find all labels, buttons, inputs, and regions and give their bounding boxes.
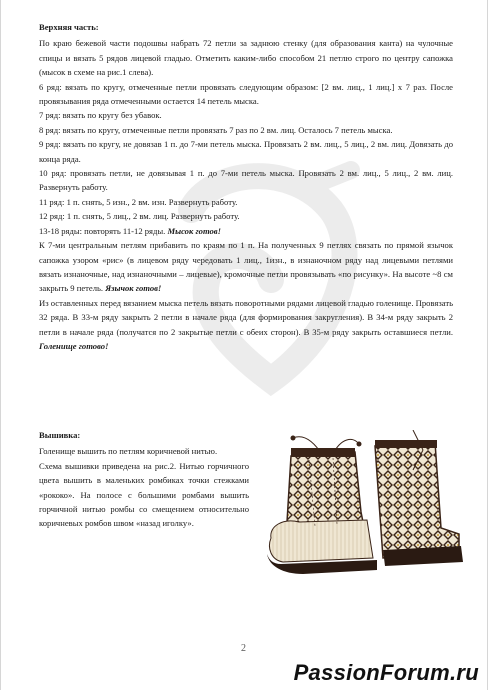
paragraph-row-8: 8 ряд: вязать по кругу, отмеченные петли провязать 7 раз по 2 вм. лиц. Осталось 7 петель мыска. [39, 124, 393, 135]
tongue-text: К 7-ми центральным петлям прибавить по краям по 1 п. На полученных 9 петлях связать по прямой язычок сапожка узором «рис» (в лицевом ряду чередовать 1 лиц., 1изн., в изнаночном ряду над лицевыми петлями вязать изнаночные, над изнаночными – лицевые), кромочные петли провязывать «по рисунку». На высоте ~8 см закрыть 9 петель. [39, 240, 453, 294]
back-boot [375, 430, 463, 566]
paragraph-row-12: 12 ряд: 1 п. снять, 5 лиц., 2 вм. лиц. Развернуть работу. [39, 211, 240, 222]
paragraph-row-6: 6 ряд: вязать по кругу, отмеченные петли провязать следующим образом: [2 вм. лиц., 1 лиц.] х 7 раз. После провязывания ряда отмеченными остается 14 петель мыска. [39, 81, 453, 107]
embroidery-line-1: Голенище вышить по петлям коричневой нитью. [39, 446, 218, 457]
paragraph-row-9: 9 ряд: вязать по кругу, не довязав 1 п. до 7-ми петель мыска. Провязать 2 вм. лиц., 5 лиц., 2 вм. лиц. Довязать до конца ряда. [39, 139, 453, 164]
embroidery-section [39, 428, 249, 531]
front-boot [267, 436, 377, 575]
leg-text: Из оставленных перед вязанием мыска петель вязать поворотными рядами лицевой гладью голенище. Провязать 32 ряда. В 33-м ряду закрыть 2 петли в начале ряда (для формирования закругления). В 34-м ряду закрыть 2 петли в начале ряда (получатся по 2 закрытые петли с обеих сторон). В 35-м ряду закрыть оставшиеся петли. [39, 297, 453, 337]
paragraph-row-11: 11 ряд: 1 п. снять, 5 изн., 2 вм. изн. Развернуть работу. [39, 196, 238, 207]
upper-part-heading: Верхняя часть: [39, 22, 99, 32]
tongue-done-label: Язычок готов! [105, 283, 162, 294]
paragraph-tongue [39, 238, 453, 296]
embroidery-heading: Вышивка: [39, 430, 81, 440]
toe-done-label: Мысок готов! [167, 225, 221, 236]
rows-13-18-text: 13-18 ряды: повторять 11-12 ряды. [39, 225, 166, 236]
footer-watermark-logo: PassionForum.ru [293, 660, 479, 685]
knitted-boots-photo [263, 430, 469, 590]
paragraph-row-7: 7 ряд: вязать по кругу без убавок. [39, 110, 162, 121]
paragraph-row-10: 10 ряд: провязать петли, не довязывая 1 п. до 7-ми петель мыска. Провязать 2 вм. лиц., 5 лиц., 2 вм. лиц. Развернуть работу. [39, 168, 453, 193]
upper-part-section [39, 20, 453, 353]
page-number: 2 [241, 643, 246, 654]
paragraph-rows-13-18 [39, 224, 453, 238]
embroidery-line-2: Схема вышивки приведена на рис.2. Нитью горчичного цвета вышить в маленьких ромбиках точки стежками «рококо». На полосе с большими ромбами вышить горчичной нитью ромбы со смещением относительно коричневых ромбов швом «назад иголку». [39, 460, 249, 529]
leg-done-label: Голенище готово! [39, 340, 109, 351]
paragraph-leg [39, 296, 453, 354]
paragraph-start: По краю бежевой части подошвы набрать 72 петли за заднюю стенку (для образования канта) на чулочные спицы и вязать 5 рядов лицевой гладью. Отметить каким-либо способом 21 петлю строго по центру сапожка (мысок в схеме на рис.1 слева). [39, 38, 453, 78]
